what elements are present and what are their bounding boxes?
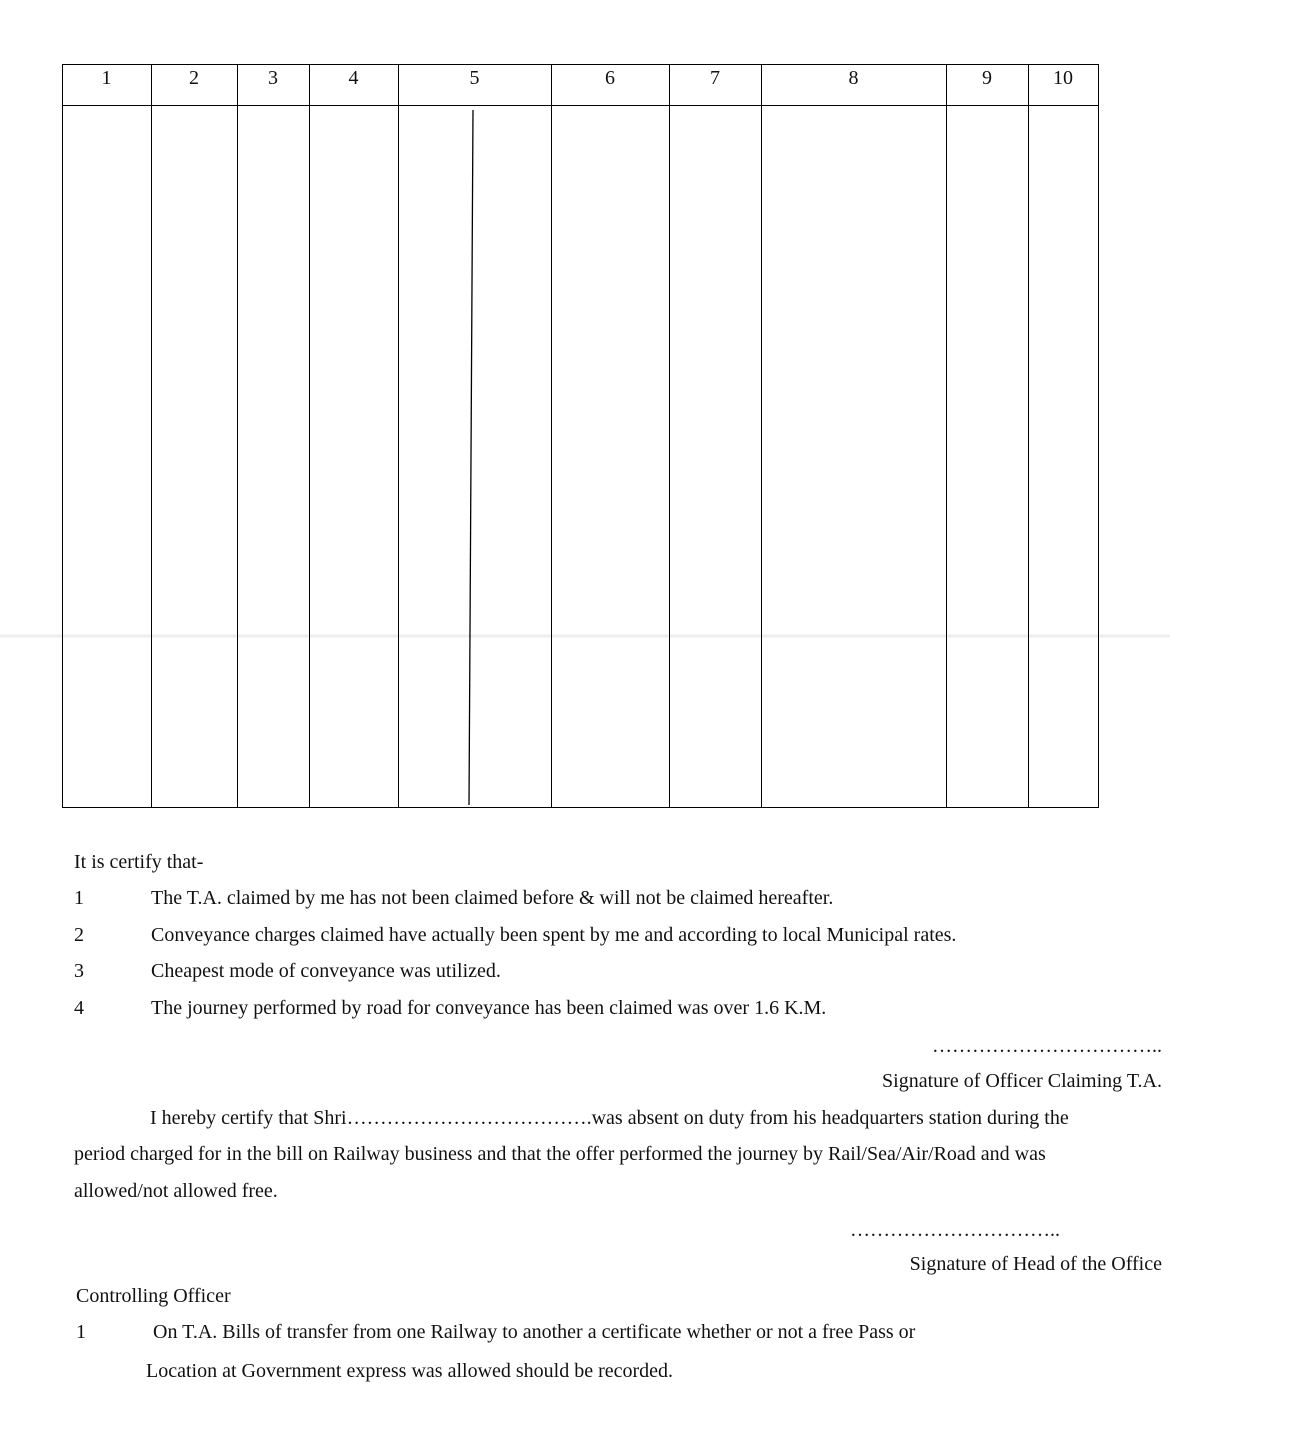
certify-item: Conveyance charges claimed have actually been spent by me and according to local Municipal rates. [151, 924, 957, 946]
officer-signature-label: Signature of Officer Claiming T.A. [882, 1070, 1162, 1092]
column-5-inner-line [469, 110, 473, 805]
column-header: 1 [101, 67, 112, 89]
controlling-officer-note: On T.A. Bills of transfer from one Railway to another a certificate whether or not a free Pass or [153, 1321, 916, 1343]
column-header: 2 [189, 67, 199, 89]
item-number: 3 [74, 960, 84, 982]
item-number: 4 [74, 997, 84, 1019]
item-number: 2 [74, 924, 84, 946]
head-certificate-line: allowed/not allowed free. [74, 1180, 278, 1202]
column-header: 4 [348, 67, 359, 89]
certify-intro: It is certify that- [74, 851, 204, 873]
head-certificate-line: period charged for in the bill on Railway business and that the offer performed the journey by Rail/Sea/Air/Road and was [74, 1143, 1046, 1165]
controlling-officer-note: Location at Government express was allowed should be recorded. [146, 1360, 674, 1382]
column-header: 7 [710, 67, 720, 89]
column-header: 5 [469, 67, 480, 89]
item-number: 1 [76, 1321, 86, 1343]
officer-signature-line: …………………………….. [932, 1035, 1162, 1057]
column-header: 8 [848, 67, 859, 89]
head-signature-line: ………………………….. [850, 1219, 1060, 1241]
certify-item: The T.A. claimed by me has not been claimed before & will not be claimed hereafter. [151, 887, 834, 909]
column-header: 9 [982, 67, 992, 89]
certify-item: The journey performed by road for conveyance has been claimed was over 1.6 K.M. [151, 997, 827, 1019]
item-number: 1 [74, 887, 84, 909]
head-signature-label: Signature of Head of the Office [909, 1253, 1162, 1275]
column-header: 6 [605, 67, 615, 89]
head-certificate-line: I hereby certify that Shri……………………………….was absent on duty from his headquarters station during the [150, 1107, 1069, 1129]
certify-item: Cheapest mode of conveyance was utilized. [151, 960, 501, 982]
column-header: 10 [1053, 67, 1073, 89]
controlling-officer-heading: Controlling Officer [76, 1285, 231, 1307]
column-header: 3 [268, 67, 278, 89]
